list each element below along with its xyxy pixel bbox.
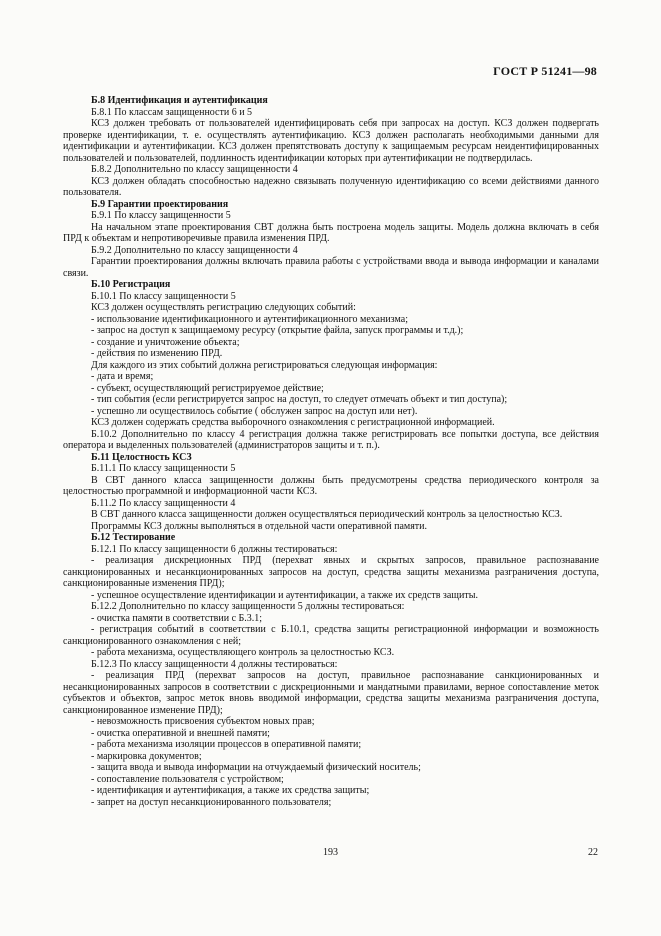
paragraph: - маркировка документов; <box>91 750 202 762</box>
paragraph: - запрет на доступ несанкционированного пользователя; <box>91 796 332 808</box>
paragraph: Б.12.1 По классу защищенности 6 должны тестироваться: <box>91 543 338 555</box>
paragraph: - запрос на доступ к защищаемому ресурсу (открытие файла, запуск программы и т.д.); <box>91 325 464 336</box>
paragraph: - невозможность присвоения субъектом новых прав; <box>91 716 315 727</box>
paragraph: Б.10.2 Дополнительно по классу 4 регистрация должна также регистрировать все попытки доступа, все действия оператора и выделенных пользователей (администраторов защиты и т. п.). <box>63 428 599 451</box>
paragraph: КСЗ должен осуществлять регистрацию следующих событий: <box>91 302 356 313</box>
paragraph: Б.9.1 По классу защищенности 5 <box>91 210 231 221</box>
paragraph: - действия по изменению ПРД. <box>91 348 223 359</box>
paragraph: - создание и уничтожение объекта; <box>91 336 240 348</box>
section-heading: Б.10 Регистрация <box>91 279 171 290</box>
section-heading: Б.9 Гарантии проектирования <box>91 198 229 210</box>
paragraph: Б.8.1 По классам защищенности 6 и 5 <box>91 106 253 118</box>
paragraph: - работа механизма, осуществляющего контроль за целостностью КСЗ. <box>91 647 395 658</box>
paragraph: - защита ввода и вывода информации на отчуждаемый физический носитель; <box>91 762 421 773</box>
paragraph: - идентификация и аутентификация, а также их средства защиты; <box>91 785 370 796</box>
paragraph: - работа механизма изоляции процессов в оперативной памяти; <box>91 739 362 750</box>
paragraph: На начальном этапе проектирования СВТ должна быть построена модель защиты. Модель должна включать в себя ПРД к объектам и непротиворечивые правила изменения ПРД. <box>63 221 599 244</box>
paragraph: - очистка оперативной и внешней памяти; <box>91 727 270 739</box>
paragraph: - успешное осуществление идентификации и аутентификации, а также их средств защиты. <box>91 589 478 601</box>
paragraph: - тип события (если регистрируется запрос на доступ, то следует отмечать объект и тип доступа); <box>91 394 508 405</box>
paragraph: Гарантии проектирования должны включать правила работы с устройствами ввода и вывода информации и каналами связи. <box>63 256 599 279</box>
paragraph: Б.11.2 По классу защищенности 4 <box>91 497 236 509</box>
paragraph: - успешно ли осуществилось событие ( обслужен запрос на доступ или нет). <box>91 405 418 417</box>
paragraph: КСЗ должен требовать от пользователей идентифицировать себя при запросах на доступ. КСЗ должен подвергать проверке идентификации, т. е. осуществлять аутентификацию. КСЗ должен располагать необходимыми данными для идентификации и аутентификации. КСЗ должен препятствовать доступу к защищаемым ресурсам неидентифицированных пользователей и пользователей, подлинность идентификации которых при аутентификации не подтвердилась. <box>63 118 599 164</box>
paragraph: В СВТ данного класса защищенности должен осуществляться периодический контроль за целостностью КСЗ. <box>91 509 563 520</box>
paragraph: - сопоставление пользователя с устройством; <box>91 773 284 785</box>
paragraph: - использование идентификационного и аутентификационного механизма; <box>91 313 408 325</box>
section-heading: Б.11 Целостность КСЗ <box>91 451 192 463</box>
paragraph: - дата и время; <box>91 371 154 382</box>
document-header: ГОСТ Р 51241—98 <box>493 64 597 78</box>
paragraph: - реализация дискреционных ПРД (перехват явных и скрытых запросов, правильное распознавание санкционированных и несанкционированных запросов на доступ, средства защиты механизма разграничения доступа, санкционированные изменения ПРД); <box>63 555 599 589</box>
page-number: 193 <box>323 847 338 858</box>
paragraph: КСЗ должен содержать средства выборочного ознакомления с регистрационной информацией. <box>91 417 495 428</box>
paragraph: Б.12.2 Дополнительно по классу защищенности 5 должны тестироваться: <box>91 601 405 612</box>
paragraph: - субъект, осуществляющий регистрируемое действие; <box>91 382 324 394</box>
paragraph: Б.10.1 По классу защищенности 5 <box>91 290 236 302</box>
section-heading: Б.8 Идентификация и аутентификация <box>91 95 268 106</box>
document-body <box>63 95 599 808</box>
paragraph: Б.11.1 По классу защищенности 5 <box>91 463 236 474</box>
paragraph: - регистрация событий в соответствии с Б.10.1, средства защиты регистрационной информации и возможность санкционированного ознакомления с ней; <box>63 624 599 647</box>
paragraph: - реализация ПРД (перехват запросов на доступ, правильное распознавание санкционированных и несанкционированных запросов в соответствии с дискреционными и мандатными правилами, верное сопоставление меток субъектов и объектов, запрос меток вновь вводимой информации, средства защиты механизма разграничения доступа, санкционированное изменение ПРД); <box>63 670 599 716</box>
paragraph: КСЗ должен обладать способностью надежно связывать полученную идентификацию со всеми действиями данного пользователя. <box>63 175 599 198</box>
paragraph: В СВТ данного класса защищенности должны быть предусмотрены средства периодического контроля за целостностью программной и информационной части КСЗ. <box>63 474 599 497</box>
paragraph: Б.12.3 По классу защищенности 4 должны тестироваться: <box>91 658 338 670</box>
paragraph: Программы КСЗ должны выполняться в отдельной части оперативной памяти. <box>91 520 428 532</box>
section-heading: Б.12 Тестирование <box>91 532 176 543</box>
paragraph: - очистка памяти в соответствии с Б.3.1; <box>91 612 263 624</box>
sheet-number: 22 <box>588 847 598 858</box>
paragraph: Б.8.2 Дополнительно по классу защищенности 4 <box>91 164 298 175</box>
paragraph: Б.9.2 Дополнительно по классу защищенности 4 <box>91 244 298 256</box>
paragraph: Для каждого из этих событий должна регистрироваться следующая информация: <box>91 359 438 371</box>
